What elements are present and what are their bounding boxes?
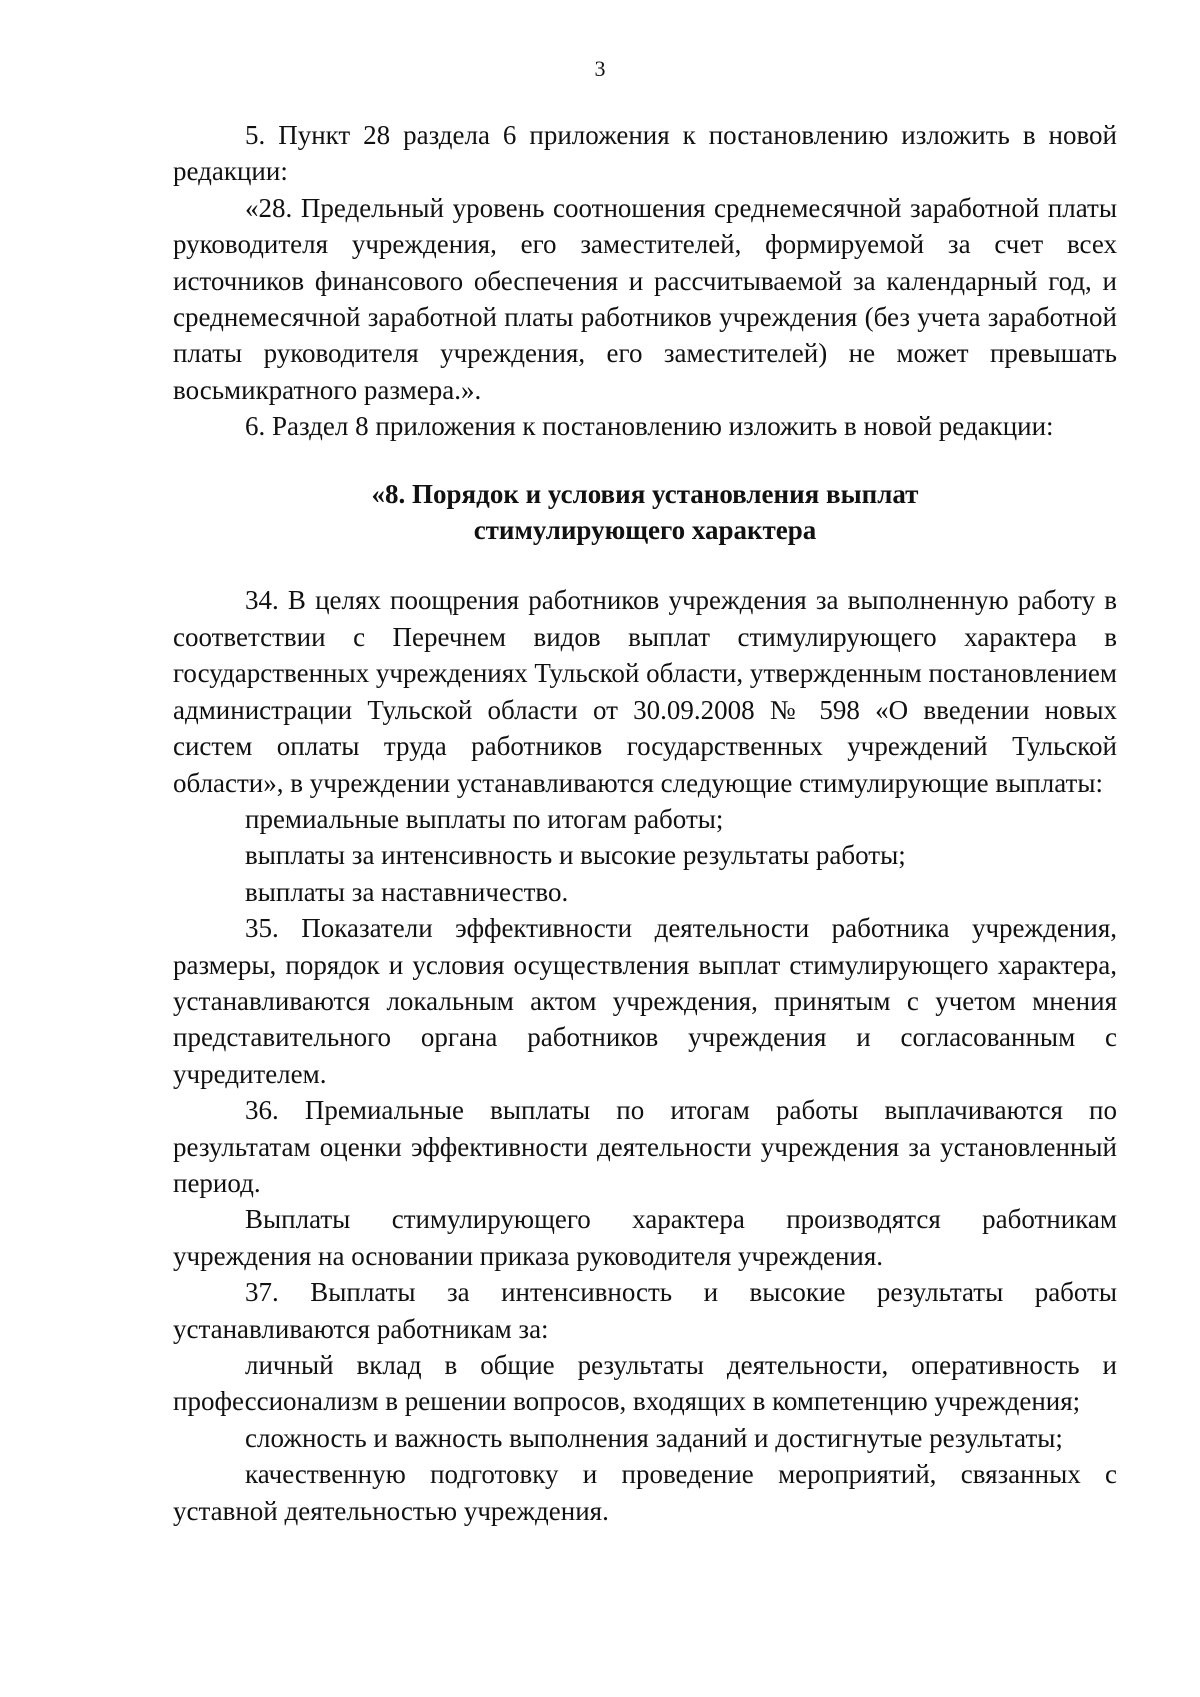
paragraph-6: 6. Раздел 8 приложения к постановлению изложить в новой редакции:: [245, 411, 1054, 442]
section-heading: [173, 476, 1117, 549]
page-number: 3: [594, 56, 606, 81]
list-item: премиальные выплаты по итогам работы;: [245, 803, 724, 834]
section-heading-line-1: «8. Порядок и условия установления выплат: [371, 478, 919, 509]
list-item: личный вклад в общие результаты деятельности, оперативность и профессионализм в решении вопросов, входящих в компетенцию учреждения;: [173, 1350, 1117, 1417]
list-item: выплаты за наставничество.: [245, 876, 569, 907]
list-item: качественную подготовку и проведение мероприятий, связанных с уставной деятельностью учреждения.: [173, 1459, 1117, 1526]
paragraph-36-second: Выплаты стимулирующего характера производятся работникам учреждения на основании приказа руководителя учреждения.: [173, 1204, 1117, 1271]
paragraph-36: 36. Премиальные выплаты по итогам работы выплачиваются по результатам оценки эффективности деятельности учреждения за установленный период.: [173, 1095, 1117, 1198]
paragraph-37: 37. Выплаты за интенсивность и высокие результаты работы устанавливаются работникам за:: [173, 1277, 1117, 1344]
paragraph-28-quote: «28. Предельный уровень соотношения среднемесячной заработной платы руководителя учреждения, его заместителей, формируемой за счет всех источников финансового обеспечения и рассчитываемой за календарный год, и среднемесячной заработной платы работников учреждения (без учета заработной платы руководителя учреждения, его заместителей) не может превышать восьмикратного размера.».: [173, 192, 1117, 405]
list-item: выплаты за интенсивность и высокие результаты работы;: [245, 840, 906, 871]
list-item: сложность и важность выполнения заданий и достигнутые результаты;: [245, 1422, 1063, 1453]
paragraph-35: 35. Показатели эффективности деятельности работника учреждения, размеры, порядок и условия осуществления выплат стимулирующего характера, устанавливаются локальным актом учреждения, принятым с учетом мнения представительного органа работников учреждения и согласованным с учредителем.: [173, 913, 1117, 1089]
paragraph-5: 5. Пункт 28 раздела 6 приложения к постановлению изложить в новой редакции:: [173, 120, 1117, 187]
document-body: [173, 117, 1117, 1529]
paragraph-34: 34. В целях поощрения работников учреждения за выполненную работу в соответствии с Перечнем видов выплат стимулирующего характера в государственных учреждениях Тульской области, утвержденным постановлением администрации Тульской области от 30.09.2008 № 598 «О введении новых систем оплаты труда работников государственных учреждений Тульской области», в учреждении устанавливаются следующие стимулирующие выплаты:: [173, 585, 1117, 798]
section-heading-line-2: стимулирующего характера: [473, 515, 817, 546]
